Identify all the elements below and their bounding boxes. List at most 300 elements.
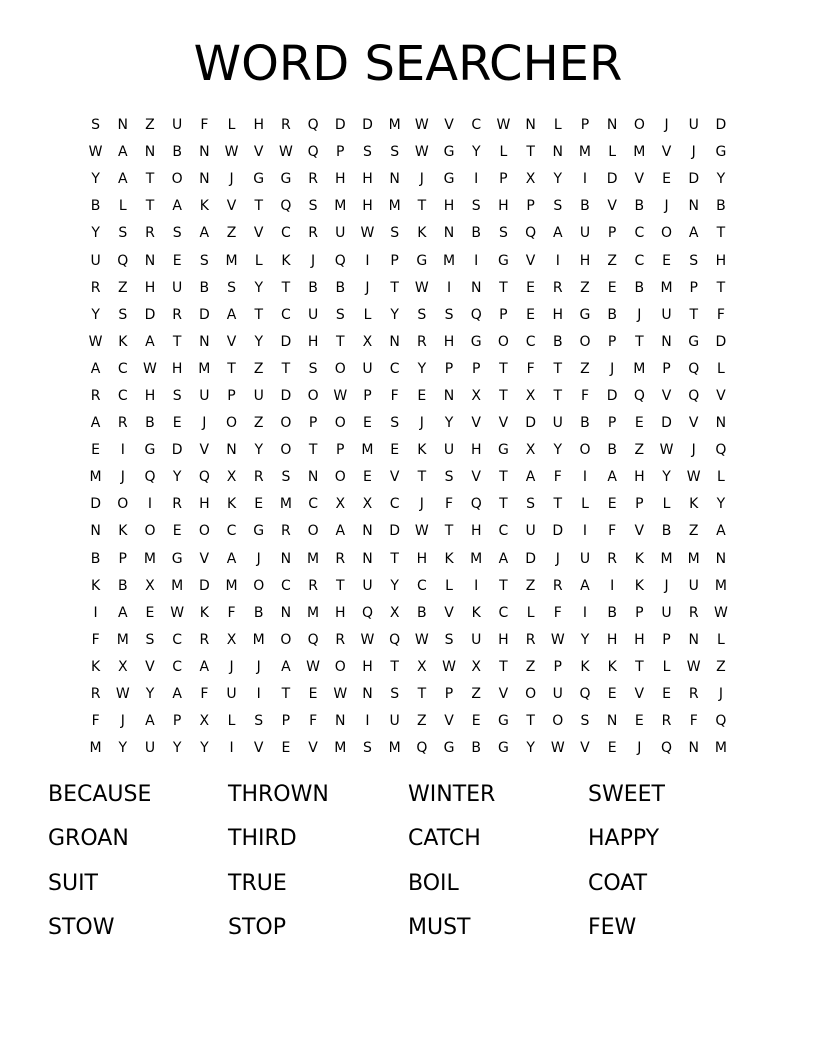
- grid-letter: Q: [470, 496, 482, 513]
- grid-letter: K: [199, 604, 209, 621]
- grid-letter: Q: [361, 604, 373, 621]
- grid-letter: B: [417, 604, 427, 621]
- grid-letter: C: [172, 631, 183, 648]
- grid-letter: T: [390, 658, 399, 675]
- grid-letter: B: [253, 604, 264, 621]
- grid-letter: F: [716, 306, 725, 323]
- grid-letter: H: [144, 279, 156, 296]
- grid-letter: Y: [417, 360, 427, 377]
- grid-letter: M: [442, 252, 456, 269]
- grid-letter: U: [661, 306, 672, 323]
- grid-letter: G: [470, 333, 482, 350]
- grid-letter: M: [388, 740, 401, 757]
- grid-letter: K: [199, 198, 209, 215]
- grid-letter: L: [526, 604, 535, 621]
- grid-letter: J: [664, 577, 669, 594]
- grid-letter: Z: [580, 360, 590, 377]
- grid-letter: U: [253, 387, 264, 404]
- grid-letter: B: [117, 577, 128, 594]
- grid-letter: T: [417, 198, 427, 215]
- grid-letter: P: [607, 333, 617, 350]
- grid-letter: F: [309, 713, 318, 730]
- grid-letter: T: [145, 171, 155, 188]
- grid-letter: V: [580, 740, 590, 757]
- grid-letter: D: [389, 523, 401, 540]
- grid-letter: R: [552, 577, 563, 594]
- grid-letter: I: [474, 252, 479, 269]
- grid-letter: G: [497, 740, 509, 757]
- grid-letter: Z: [607, 252, 617, 269]
- grid-letter: R: [661, 713, 672, 730]
- grid-letter: A: [117, 171, 128, 188]
- word-list-item: BOIL: [408, 870, 459, 896]
- grid-letter: X: [525, 171, 536, 188]
- grid-letter: Q: [633, 387, 645, 404]
- grid-letter: R: [281, 117, 291, 134]
- grid-letter: A: [607, 469, 617, 486]
- grid-letter: U: [661, 604, 672, 621]
- grid-letter: Q: [661, 740, 673, 757]
- grid-letter: F: [91, 713, 100, 730]
- grid-letter: J: [718, 686, 723, 703]
- grid-letter: V: [688, 415, 699, 432]
- grid-letter: V: [661, 387, 672, 404]
- grid-letter: N: [199, 144, 210, 161]
- grid-letter: L: [662, 658, 671, 675]
- grid-row: [82, 383, 738, 410]
- grid-row: [82, 464, 738, 491]
- grid-letter: I: [229, 740, 234, 757]
- grid-letter: S: [172, 387, 182, 404]
- grid-letter: G: [497, 713, 509, 730]
- grid-letter: M: [361, 442, 374, 459]
- grid-letter: P: [444, 686, 454, 703]
- grid-letter: P: [336, 144, 345, 161]
- grid-row: [82, 627, 738, 654]
- grid-letter: V: [199, 550, 210, 567]
- grid-letter: K: [91, 658, 101, 675]
- grid-letter: Q: [307, 117, 319, 134]
- grid-letter: J: [365, 279, 370, 296]
- grid-letter: Q: [579, 686, 591, 703]
- grid-letter: C: [416, 577, 427, 594]
- grid-letter: F: [200, 686, 209, 703]
- grid-letter: P: [607, 415, 617, 432]
- grid-letter: V: [471, 415, 481, 432]
- grid-letter: Z: [253, 415, 264, 432]
- grid-letter: Q: [144, 469, 156, 486]
- grid-letter: C: [281, 306, 291, 323]
- grid-letter: P: [635, 496, 644, 513]
- grid-letter: V: [525, 252, 536, 269]
- grid-letter: E: [308, 686, 318, 703]
- grid-letter: R: [552, 279, 563, 296]
- grid-letter: A: [580, 577, 590, 594]
- grid-letter: S: [444, 469, 454, 486]
- grid-letter: V: [253, 225, 264, 242]
- grid-letter: U: [226, 686, 237, 703]
- grid-letter: Y: [716, 496, 726, 513]
- grid-letter: Y: [118, 740, 128, 757]
- grid-row: [82, 708, 738, 735]
- grid-letter: R: [308, 577, 318, 594]
- grid-letter: K: [281, 252, 291, 269]
- grid-letter: T: [716, 279, 726, 296]
- grid-letter: D: [715, 333, 727, 350]
- grid-letter: J: [691, 144, 696, 161]
- grid-letter: I: [582, 469, 588, 486]
- grid-letter: H: [171, 360, 183, 377]
- word-list-item: MUST: [408, 914, 471, 940]
- grid-letter: A: [688, 225, 699, 242]
- grid-letter: S: [444, 306, 454, 323]
- grid-letter: M: [143, 550, 157, 567]
- grid-letter: I: [365, 252, 370, 269]
- grid-letter: H: [253, 117, 264, 134]
- grid-letter: M: [660, 550, 673, 567]
- grid-letter: U: [90, 252, 101, 269]
- grid-letter: R: [90, 387, 101, 404]
- grid-letter: O: [497, 333, 509, 350]
- grid-letter: I: [365, 713, 370, 730]
- grid-letter: D: [171, 442, 183, 459]
- grid-letter: P: [662, 360, 671, 377]
- grid-row: [82, 220, 738, 247]
- grid-letter: O: [198, 523, 210, 540]
- grid-row: [82, 437, 738, 464]
- grid-letter: Z: [525, 658, 536, 675]
- grid-letter: Z: [688, 523, 699, 540]
- grid-letter: V: [253, 144, 264, 161]
- grid-letter: X: [389, 604, 400, 621]
- grid-letter: L: [581, 496, 589, 513]
- grid-letter: V: [444, 713, 454, 730]
- grid-letter: P: [172, 713, 182, 730]
- grid-letter: V: [253, 740, 264, 757]
- grid-letter: T: [553, 387, 563, 404]
- grid-letter: J: [419, 415, 424, 432]
- grid-letter: U: [172, 279, 183, 296]
- grid-letter: J: [637, 306, 642, 323]
- grid-letter: X: [525, 442, 536, 459]
- grid-letter: L: [553, 117, 562, 134]
- grid-letter: K: [634, 577, 644, 594]
- grid-letter: N: [552, 144, 564, 161]
- grid-letter: E: [91, 442, 101, 459]
- grid-letter: Y: [91, 171, 100, 188]
- grid-letter: C: [498, 523, 509, 540]
- grid-letter: Y: [145, 686, 155, 703]
- grid-letter: B: [607, 306, 617, 323]
- grid-letter: N: [443, 225, 455, 242]
- grid-letter: U: [688, 577, 699, 594]
- grid-letter: B: [90, 198, 101, 215]
- grid-letter: R: [688, 686, 699, 703]
- grid-letter: V: [226, 333, 237, 350]
- grid-letter: C: [634, 252, 645, 269]
- grid-letter: Y: [553, 442, 563, 459]
- grid-letter: E: [607, 279, 617, 296]
- grid-letter: N: [362, 686, 373, 703]
- grid-letter: Z: [417, 713, 427, 730]
- grid-letter: L: [662, 496, 671, 513]
- grid-letter: W: [360, 225, 375, 242]
- grid-letter: F: [390, 387, 399, 404]
- grid-letter: Q: [416, 740, 428, 757]
- grid-letter: S: [471, 198, 481, 215]
- grid-letter: A: [335, 523, 346, 540]
- grid-letter: H: [199, 496, 210, 513]
- grid-letter: X: [417, 658, 427, 675]
- grid-letter: U: [389, 713, 400, 730]
- grid-letter: B: [716, 198, 726, 215]
- grid-letter: A: [172, 198, 182, 215]
- grid-letter: G: [253, 171, 265, 188]
- grid-letter: N: [443, 387, 455, 404]
- grid-letter: A: [145, 333, 155, 350]
- grid-letter: E: [634, 415, 644, 432]
- grid-letter: W: [414, 631, 429, 648]
- grid-letter: D: [606, 387, 618, 404]
- grid-letter: M: [687, 550, 700, 567]
- grid-letter: O: [307, 387, 319, 404]
- grid-letter: B: [580, 415, 590, 432]
- grid-letter: X: [362, 333, 373, 350]
- grid-row: [82, 600, 738, 627]
- grid-letter: C: [471, 117, 482, 134]
- grid-letter: U: [579, 225, 591, 242]
- grid-letter: H: [335, 604, 346, 621]
- grid-letter: P: [635, 604, 644, 621]
- grid-letter: N: [470, 279, 482, 296]
- grid-letter: P: [662, 631, 671, 648]
- grid-letter: C: [172, 658, 183, 675]
- grid-letter: V: [634, 171, 645, 188]
- grid-letter: G: [579, 306, 591, 323]
- grid-letter: O: [280, 631, 292, 648]
- grid-letter: G: [715, 144, 727, 161]
- grid-letter: D: [334, 117, 346, 134]
- grid-letter: D: [144, 306, 156, 323]
- grid-row: [82, 356, 738, 383]
- grid-letter: G: [253, 523, 265, 540]
- grid-letter: J: [555, 550, 560, 567]
- grid-letter: C: [117, 387, 128, 404]
- grid-letter: S: [118, 306, 128, 323]
- grid-letter: F: [227, 604, 236, 621]
- grid-letter: K: [118, 523, 128, 540]
- grid-letter: H: [443, 333, 455, 350]
- page-title: WORD SEARCHER: [193, 36, 623, 92]
- grid-letter: P: [363, 387, 372, 404]
- grid-letter: Q: [688, 387, 700, 404]
- word-list-item: GROAN: [48, 826, 129, 852]
- grid-letter: Q: [389, 631, 401, 648]
- grid-letter: O: [334, 360, 346, 377]
- grid-letter: W: [360, 631, 375, 648]
- grid-row: [82, 546, 738, 573]
- grid-letter: G: [416, 252, 428, 269]
- grid-letter: T: [499, 360, 508, 377]
- grid-letter: W: [414, 117, 429, 134]
- grid-letter: S: [498, 225, 508, 242]
- grid-letter: D: [552, 523, 564, 540]
- grid-letter: M: [225, 252, 238, 269]
- grid-letter: P: [118, 550, 127, 567]
- grid-letter: H: [362, 658, 373, 675]
- grid-letter: M: [633, 360, 646, 377]
- grid-letter: C: [389, 360, 400, 377]
- grid-letter: B: [607, 442, 617, 459]
- grid-letter: B: [172, 144, 182, 161]
- grid-letter: C: [525, 333, 536, 350]
- grid-letter: X: [226, 631, 237, 648]
- grid-letter: Z: [716, 658, 726, 675]
- grid-letter: O: [226, 415, 238, 432]
- grid-letter: V: [389, 469, 400, 486]
- grid-letter: V: [226, 198, 237, 215]
- grid-letter: B: [199, 279, 210, 296]
- grid-letter: E: [363, 415, 372, 432]
- grid-letter: S: [553, 198, 563, 215]
- grid-letter: R: [172, 496, 183, 513]
- grid-letter: H: [443, 198, 455, 215]
- grid-letter: V: [661, 144, 672, 161]
- grid-letter: Y: [200, 740, 209, 757]
- grid-letter: V: [444, 117, 454, 134]
- grid-letter: P: [499, 306, 508, 323]
- grid-letter: U: [471, 631, 482, 648]
- grid-letter: T: [635, 333, 644, 350]
- grid-letter: T: [499, 387, 508, 404]
- grid-letter: E: [471, 713, 481, 730]
- grid-letter: S: [689, 252, 699, 269]
- grid-letter: L: [363, 306, 372, 323]
- grid-letter: E: [634, 713, 644, 730]
- grid-letter: E: [172, 523, 182, 540]
- grid-letter: R: [172, 306, 183, 323]
- grid-letter: B: [145, 415, 155, 432]
- grid-letter: X: [525, 387, 536, 404]
- grid-letter: V: [145, 658, 155, 675]
- grid-letter: X: [226, 469, 237, 486]
- grid-letter: O: [171, 171, 183, 188]
- grid-letter: A: [498, 550, 509, 567]
- grid-letter: J: [664, 198, 669, 215]
- grid-letter: S: [145, 631, 155, 648]
- grid-letter: T: [553, 496, 563, 513]
- grid-letter: S: [390, 686, 400, 703]
- grid-letter: A: [226, 550, 237, 567]
- grid-letter: L: [608, 144, 617, 161]
- grid-letter: D: [90, 496, 101, 513]
- grid-letter: J: [311, 252, 316, 269]
- grid-letter: O: [552, 713, 564, 730]
- grid-letter: J: [419, 171, 424, 188]
- grid-letter: R: [281, 523, 291, 540]
- grid-letter: U: [362, 577, 373, 594]
- grid-letter: J: [691, 442, 696, 459]
- grid-letter: J: [120, 713, 125, 730]
- grid-letter: M: [279, 496, 292, 513]
- grid-letter: W: [115, 686, 130, 703]
- grid-letter: M: [334, 198, 347, 215]
- grid-letter: V: [634, 523, 645, 540]
- grid-letter: T: [553, 360, 563, 377]
- grid-letter: D: [525, 550, 536, 567]
- grid-letter: R: [688, 604, 699, 621]
- grid-letter: N: [715, 415, 727, 432]
- grid-letter: K: [689, 496, 699, 513]
- grid-row: [82, 247, 738, 274]
- word-list-item: WINTER: [408, 782, 496, 807]
- grid-row: [82, 681, 738, 708]
- grid-letter: R: [335, 550, 346, 567]
- grid-letter: K: [580, 658, 590, 675]
- grid-letter: V: [498, 686, 509, 703]
- grid-letter: O: [253, 577, 265, 594]
- grid-letter: X: [471, 387, 482, 404]
- grid-letter: U: [172, 117, 183, 134]
- grid-letter: H: [307, 333, 319, 350]
- grid-letter: P: [227, 387, 236, 404]
- grid-letter: M: [198, 360, 211, 377]
- grid-letter: Q: [470, 306, 482, 323]
- grid-letter: W: [442, 658, 456, 675]
- grid-letter: Z: [634, 442, 645, 459]
- grid-letter: Y: [580, 631, 590, 648]
- grid-letter: U: [362, 360, 373, 377]
- grid-letter: M: [225, 577, 238, 594]
- grid-letter: W: [414, 523, 429, 540]
- word-list-item: TRUE: [228, 870, 287, 896]
- grid-letter: O: [307, 523, 319, 540]
- grid-letter: M: [334, 740, 347, 757]
- grid-letter: V: [308, 740, 318, 757]
- grid-letter: G: [144, 442, 156, 459]
- grid-letter: L: [118, 198, 127, 215]
- grid-letter: E: [526, 279, 536, 296]
- grid-letter: J: [229, 171, 234, 188]
- grid-letter: S: [281, 469, 291, 486]
- grid-letter: U: [199, 387, 210, 404]
- grid-letter: N: [688, 631, 699, 648]
- grid-letter: G: [688, 333, 700, 350]
- grid-letter: D: [525, 415, 536, 432]
- grid-letter: A: [199, 225, 210, 242]
- grid-letter: E: [607, 740, 617, 757]
- grid-letter: L: [717, 360, 725, 377]
- grid-letter: K: [226, 496, 237, 513]
- grid-letter: Y: [716, 171, 726, 188]
- grid-letter: G: [443, 171, 455, 188]
- word-list-item: STOW: [48, 914, 115, 940]
- grid-letter: F: [580, 387, 589, 404]
- grid-letter: T: [254, 306, 263, 323]
- grid-letter: T: [336, 577, 345, 594]
- grid-letter: P: [499, 171, 508, 188]
- grid-letter: R: [525, 631, 536, 648]
- grid-letter: F: [200, 117, 209, 134]
- grid-letter: V: [199, 442, 210, 459]
- grid-letter: D: [661, 415, 672, 432]
- grid-letter: O: [579, 442, 591, 459]
- grid-letter: W: [306, 658, 321, 675]
- grid-letter: W: [414, 279, 429, 296]
- word-list-item: BECAUSE: [48, 782, 152, 807]
- grid-letter: E: [662, 171, 671, 188]
- grid-letter: J: [664, 117, 669, 134]
